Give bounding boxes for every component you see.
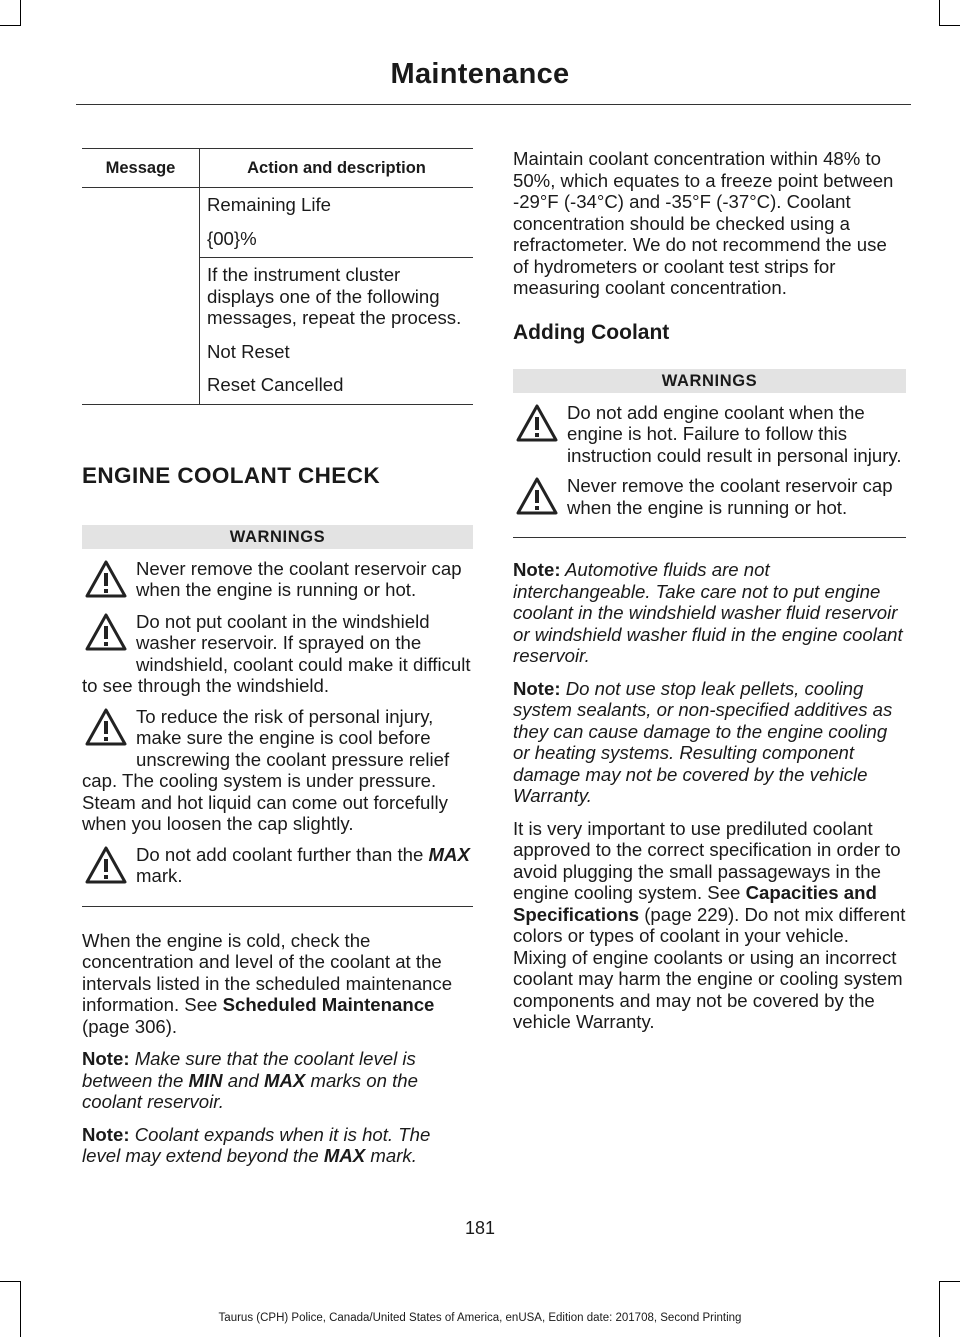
note-expansion: [82, 1124, 473, 1167]
note-text: Automotive fluids are not interchangeable. Take care not to put engine coolant in the windshield washer fluid reservoir or windshield washer fluid in the engine coolant reservoir.: [513, 559, 903, 666]
warning-triangle-icon: [82, 844, 130, 888]
table-row: [82, 188, 473, 258]
paragraph-text: It is very important to use prediluted coolant approved to the correct specification in order to avoid plugging the small passageways in the engine cooling system. See: [513, 817, 901, 903]
table-cell-message: [82, 188, 200, 405]
table-text: Reset Cancelled: [207, 374, 344, 395]
concentration-paragraph: Maintain coolant concentration within 48% to 50%, which equates to a freeze point between -29°F (-34°C) and -35°F (-37°C). Coolant concentration should be checked using a refractometer. We do not recommend the use of hydrometers or coolant test strips for measuring coolant concentration.: [513, 148, 894, 298]
table-header-action: Action and description: [200, 149, 474, 188]
warning-text: To reduce the risk of personal injury, make sure the engine is cool before unscrewing the coolant pressure relief cap. The cooling system is under pressure. Steam and hot liquid can come out forcefully when you loosen the cap slightly.: [82, 705, 450, 834]
warnings-box: [513, 369, 906, 539]
max-mark-text: MAX: [263, 1069, 306, 1091]
warning-item: [82, 558, 473, 602]
note-min-max: [82, 1048, 473, 1113]
message-table: [82, 148, 473, 405]
note-text: Make sure that the coolant level is between the: [82, 1048, 416, 1091]
right-column: [513, 148, 906, 1044]
table-header-message: Message: [82, 149, 200, 188]
warnings-box: [82, 525, 473, 907]
note-label: Note:: [513, 559, 561, 580]
warning-text: mark.: [136, 865, 183, 886]
note-text: marks on the coolant reservoir.: [82, 1069, 418, 1112]
crop-mark: [939, 0, 940, 26]
page-number: 181: [464, 1218, 496, 1238]
page-header-title: Maintenance: [390, 58, 570, 90]
note-text: Coolant expands when it is hot. The level may extend beyond the: [82, 1123, 431, 1166]
crop-mark: [939, 1281, 960, 1282]
adding-coolant-title: Adding Coolant: [513, 320, 670, 344]
note-text: and: [227, 1069, 259, 1091]
note-label: Note:: [513, 677, 561, 699]
table-cell-action: [200, 188, 474, 258]
warnings-label: WARNINGS: [513, 369, 906, 393]
header-rule: [76, 104, 911, 105]
left-column: [82, 148, 473, 1178]
table-text: If the instrument cluster displays one of the following messages, repeat the process.: [207, 264, 462, 328]
section-title: ENGINE COOLANT CHECK: [82, 462, 381, 488]
warning-text: Do not put coolant in the windshield washer reservoir. If sprayed on the windshield, coolant could make it difficult to see through the windshield.: [82, 610, 471, 696]
crop-mark: [939, 1281, 940, 1337]
min-mark-text: MIN: [188, 1069, 223, 1091]
warning-triangle-icon: [82, 611, 130, 655]
warning-item: [82, 611, 473, 697]
warning-triangle-icon: [513, 475, 561, 519]
crop-mark: [0, 1281, 21, 1282]
warning-triangle-icon: [82, 706, 130, 750]
warning-text: Do not add coolant further than the: [136, 843, 424, 865]
note-text: mark.: [370, 1145, 417, 1166]
note-label: Note:: [82, 1048, 130, 1069]
table-text: {00}%: [207, 227, 257, 249]
note-stop-leak: [513, 678, 906, 807]
table-text: Remaining Life: [207, 194, 332, 215]
warning-item: [82, 844, 473, 888]
warning-triangle-icon: [82, 558, 130, 602]
max-mark-text: MAX: [323, 1145, 366, 1166]
crop-mark: [20, 0, 21, 26]
note-fluids: [513, 559, 906, 667]
capacities-specifications-link[interactable]: Capacities and Specifications: [513, 882, 877, 925]
max-mark-text: MAX: [428, 843, 470, 865]
warning-text: Never remove the coolant reservoir cap when the engine is running or hot.: [136, 557, 462, 600]
warnings-rule: [513, 537, 906, 538]
table-cell-action: [200, 258, 474, 405]
crop-mark: [939, 25, 960, 26]
crop-mark: [20, 1281, 21, 1337]
warning-triangle-icon: [513, 402, 561, 446]
warnings-label: WARNINGS: [82, 525, 473, 549]
crop-mark: [0, 25, 21, 26]
table-text: Not Reset: [207, 340, 290, 362]
warnings-rule: [82, 906, 473, 907]
scheduled-maintenance-link[interactable]: Scheduled Maintenance: [222, 994, 435, 1015]
warning-text: Never remove the coolant reservoir cap when the engine is running or hot.: [567, 475, 893, 518]
warning-item: [513, 402, 906, 467]
coolant-check-paragraph: [82, 930, 473, 1038]
footer-edition: Taurus (CPH) Police, Canada/United States of America, enUSA, Edition date: 201708, Second Printing: [218, 1312, 742, 1324]
prediluted-paragraph: [513, 818, 906, 1033]
page-ref-text: (page 306).: [82, 1015, 178, 1037]
warning-item: [82, 706, 473, 835]
note-text: Do not use stop leak pellets, cooling system sealants, or non-specified additives as they can cause damage to the engine cooling or heating systems. Resulting component damage may not be covered by the vehicle Warranty.: [513, 677, 893, 806]
note-label: Note:: [82, 1123, 130, 1145]
paragraph-text: (page 229). Do not mix different colors or types of coolant in your vehicle. Mixing of engine coolants or using an incorrect coolant may harm the engine or cooling system components and may not be covered by the vehicle Warranty.: [513, 903, 906, 1032]
paragraph-text: When the engine is cold, check the concentration and level of the coolant at the intervals listed in the scheduled maintenance information. See: [82, 929, 453, 1015]
warning-text: Do not add engine coolant when the engine is hot. Failure to follow this instruction could result in personal injury.: [567, 401, 902, 466]
warning-item: [513, 475, 906, 519]
